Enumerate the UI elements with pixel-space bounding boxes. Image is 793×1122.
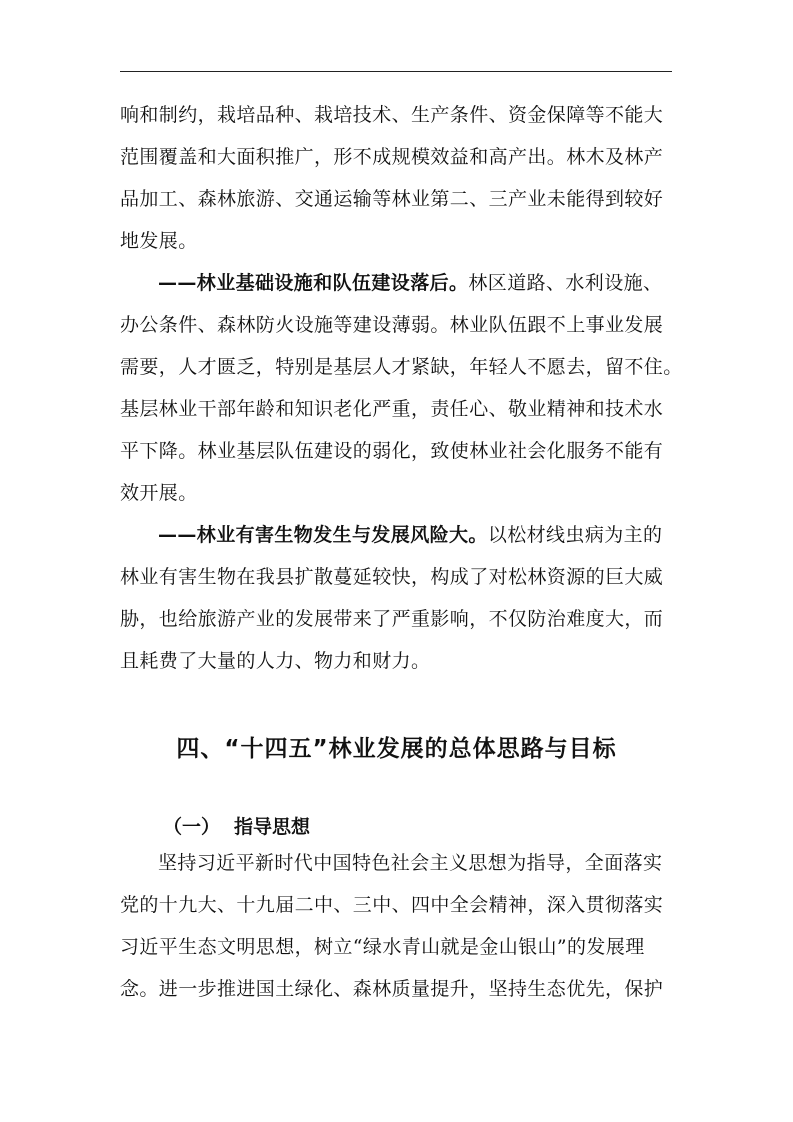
paragraph-2-lead: ——林业基础设施和队伍建设落后。 <box>158 272 469 294</box>
subsection-heading <box>163 812 324 839</box>
paragraph-2-line: 平下降。林业基层队伍建设的弱化，致使林业社会化服务不能有 <box>120 440 664 462</box>
paragraph-3-line: 胁，也给旅游产业的发展带来了严重影响，不仅防治难度大，而 <box>120 608 664 630</box>
subsection-number: （一） <box>163 816 221 838</box>
paragraph-1-line: 品加工、森林旅游、交通运输等林业第二、三产业未能得到较好 <box>120 188 664 210</box>
paragraph-3-first-rest: 以松材线虫病为主的 <box>487 524 663 546</box>
paragraph-1-line: 地发展。 <box>120 230 198 252</box>
paragraph-2-line: 基层林业干部年龄和知识老化严重，责任心、敬业精神和技术水 <box>120 398 664 420</box>
paragraph-3-lead: ——林业有害生物发生与发展风险大。 <box>158 524 488 546</box>
paragraph-2-first-rest: 林区道路、水利设施、 <box>468 272 663 294</box>
paragraph-4-line: 党的十九大、十九届二中、三中、四中全会精神，深入贯彻落实 <box>120 894 664 916</box>
paragraph-1-line: 范围覆盖和大面积推广，形不成规模效益和高产出。林木及林产 <box>120 146 664 168</box>
header-rule <box>120 71 672 72</box>
paragraph-3-first-line <box>158 523 718 547</box>
subsection-title: 指导思想 <box>234 816 311 838</box>
paragraph-2-line: 需要，人才匮乏，特别是基层人才紧缺，年轻人不愿去，留不住。 <box>120 356 683 378</box>
paragraph-4-line: 念。进一步推进国土绿化、森林质量提升，坚持生态优先，保护 <box>120 978 664 1000</box>
paragraph-2-line: 办公条件、森林防火设施等建设薄弱。林业队伍跟不上事业发展 <box>120 314 664 336</box>
paragraph-4-line: 习近平生态文明思想，树立“绿水青山就是金山银山”的发展理 <box>120 936 645 958</box>
paragraph-3-line: 且耗费了大量的人力、物力和财力。 <box>120 650 431 672</box>
paragraph-4-first-line: 坚持习近平新时代中国特色社会主义思想为指导，全面落实 <box>158 852 663 874</box>
paragraph-2-line: 效开展。 <box>120 482 198 504</box>
paragraph-2-first-line <box>158 271 718 295</box>
paragraph-3-line: 林业有害生物在我县扩散蔓延较快，构成了对松林资源的巨大威 <box>120 566 664 588</box>
section-heading: 四、“十四五”林业发展的总体思路与目标 <box>176 736 617 762</box>
paragraph-1-line: 响和制约，栽培品种、栽培技术、生产条件、资金保障等不能大 <box>120 104 664 126</box>
